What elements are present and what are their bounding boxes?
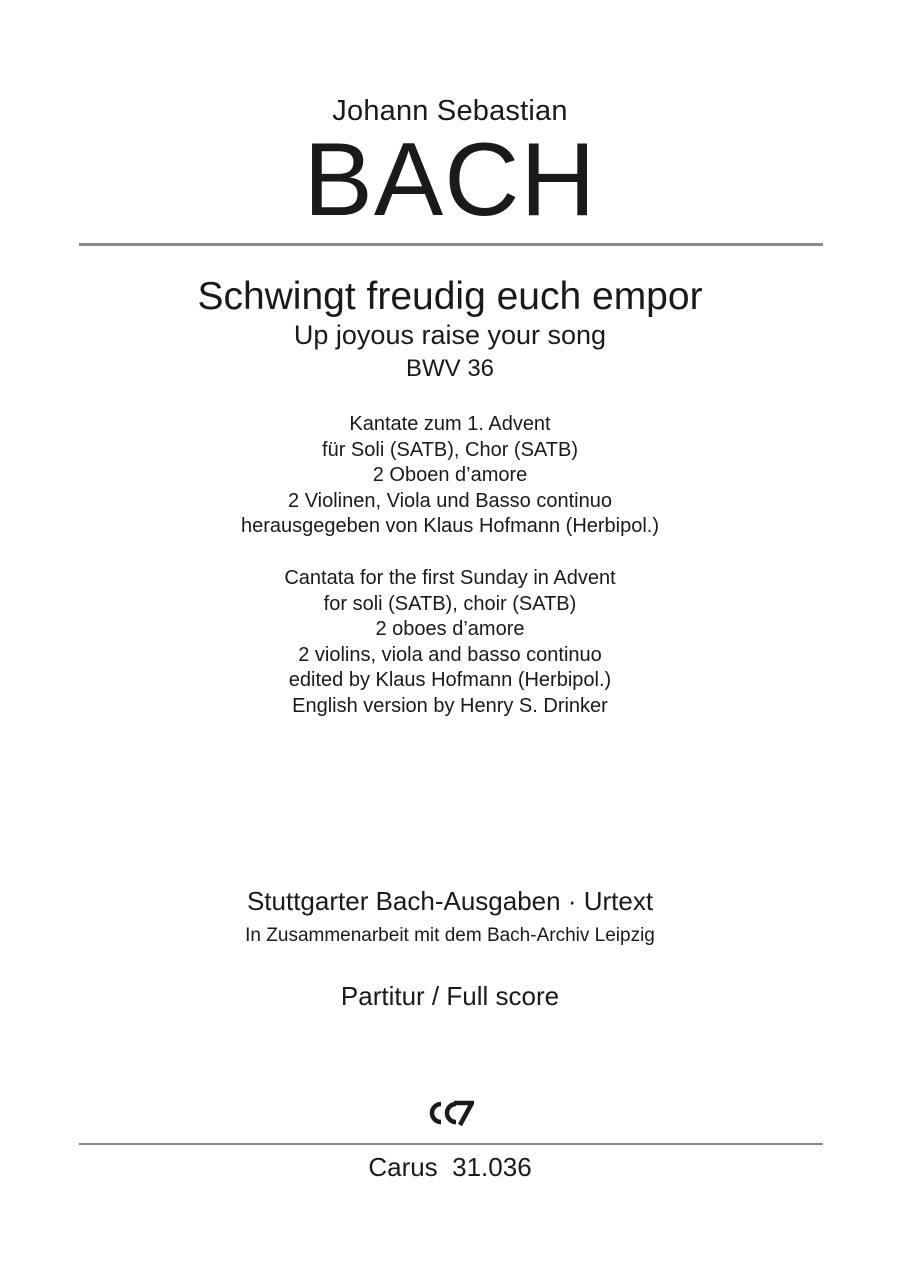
work-title-english: Up joyous raise your song <box>293 320 607 350</box>
bwv-number: BWV 36 <box>405 355 495 382</box>
description-line: 2 violins, viola and basso continuo <box>298 643 602 666</box>
edition-type: Partitur / Full score <box>340 981 560 1011</box>
description-line: Kantate zum 1. Advent <box>349 413 551 435</box>
description-line: herausgegeben von Klaus Hofmann (Herbipol.) <box>240 515 660 538</box>
description-line: English version by Henry S. Drinker <box>292 694 608 717</box>
top-divider <box>79 243 823 246</box>
description-line: 2 Oboen d’amore <box>372 464 528 487</box>
composer-first-names: Johann Sebastian <box>332 95 568 127</box>
description-line: für Soli (SATB), Chor (SATB) <box>322 438 578 461</box>
description-line: 2 Violinen, Viola und Basso continuo <box>288 489 612 512</box>
description-german <box>0 412 900 540</box>
description-line: for soli (SATB), choir (SATB) <box>323 592 577 615</box>
description-line: edited by Klaus Hofmann (Herbipol.) <box>288 669 612 692</box>
publisher-catalog-number: Carus 31.036 <box>368 1152 532 1182</box>
description-line: 2 oboes d’amore <box>375 618 525 641</box>
series-collaboration: In Zusammenarbeit mit dem Bach-Archiv Leipzig <box>245 925 655 946</box>
carus-logo-icon <box>426 1098 474 1128</box>
description-english <box>0 566 900 720</box>
series-name: Stuttgarter Bach-Ausgaben · Urtext <box>246 886 654 916</box>
bottom-divider <box>79 1143 823 1145</box>
composer-last-name: BACH <box>303 122 597 238</box>
description-line: Cantata for the first Sunday in Advent <box>284 567 616 589</box>
work-title-german: Schwingt freudig euch empor <box>197 275 703 318</box>
